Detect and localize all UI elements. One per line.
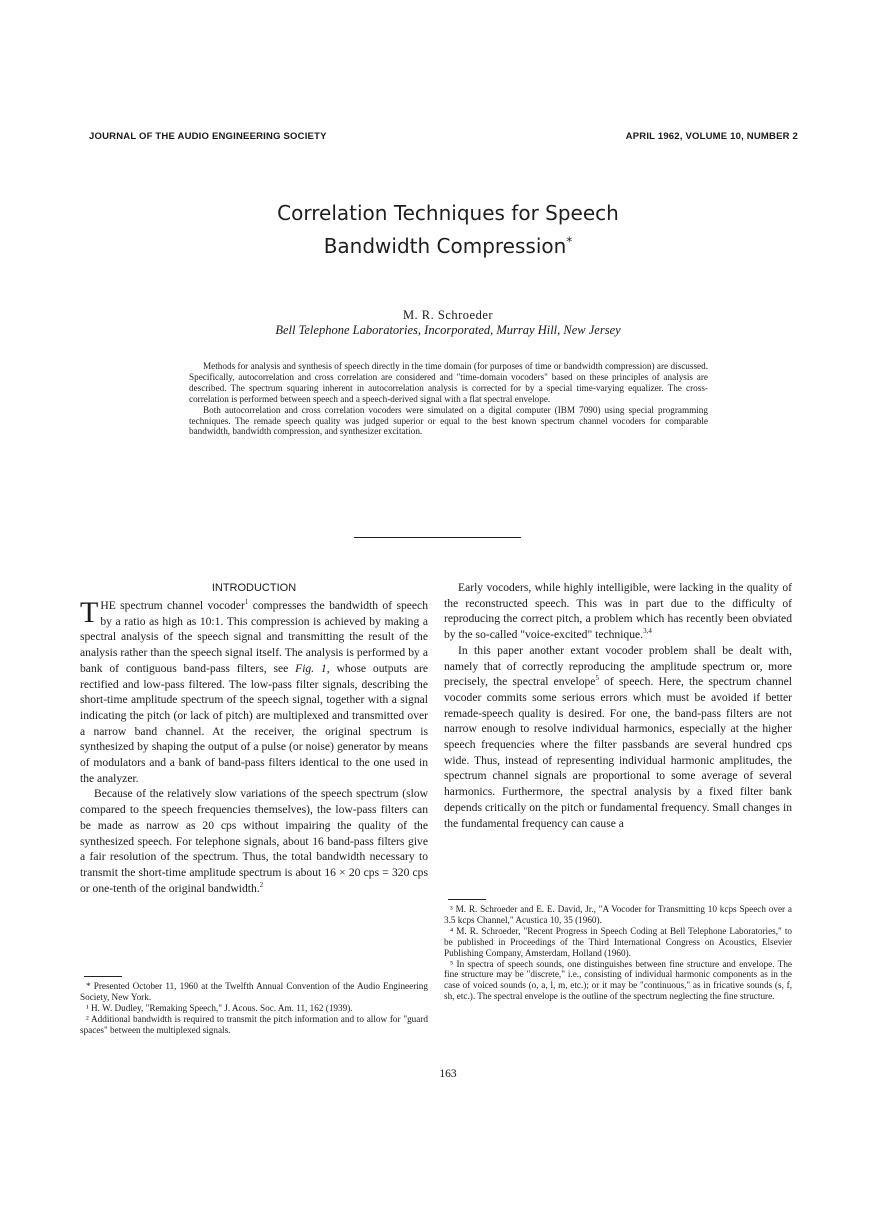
left-column <box>80 580 428 896</box>
footnotes-right <box>444 899 792 1002</box>
issue-running-head: APRIL 1962, VOLUME 10, NUMBER 2 <box>625 131 798 142</box>
title-footnote-mark: * <box>566 234 573 249</box>
reference-mark: 5 <box>595 674 599 683</box>
footnote: ³ M. R. Schroeder and E. E. David, Jr., "A Vocoder for Transmitting 10 kcps Speech over a 3.5 kcps Channel," Acustica 10, 35 (1960). <box>444 904 792 925</box>
footnotes-left <box>80 976 428 1036</box>
footnote: ² Additional bandwidth is required to transmit the pitch information and to allow for "guard spaces" between the multiplexed signals. <box>80 1013 428 1035</box>
text-run: Because of the relatively slow variations of the speech spectrum (slow compared to the speech frequencies themselves), the low-pass filters can be made as narrow as 20 cps without impairing the quality of the synthesized speech. For telephone signals, about 16 band-pass filters give a fair resolution of the spectrum. Thus, the total bandwidth necessary to transmit the short-time amplitude spectrum is about 16 × 20 cps = 320 cps or one-tenth of the original bandwidth. <box>80 787 428 895</box>
footnote: ¹ H. W. Dudley, "Remaking Speech," J. Acous. Soc. Am. 11, 162 (1939). <box>86 1002 353 1013</box>
author: M. R. Schroeder <box>402 308 494 322</box>
drop-cap: T <box>80 596 99 629</box>
reference-mark: 1 <box>244 598 249 607</box>
footnote-rule <box>448 899 486 900</box>
footnote: ⁴ M. R. Schroeder, "Recent Progress in Speech Coding at Bell Telephone Laboratories," to be published in Proceedings of the Third International Congress on Acoustics, Elsevier Publishing Company, Amsterdam, Holland (1960). <box>444 925 792 958</box>
intro-paragraph-1 <box>80 598 428 786</box>
journal-running-head: JOURNAL OF THE AUDIO ENGINEERING SOCIETY <box>89 131 327 142</box>
abstract-paragraph: Methods for analysis and synthesis of speech directly in the time domain (for purposes of time or bandwidth compression) are discussed. Specifically, autocorrelation and cross correlation are considered and "time-domain vocoders" based on these principles of analysis are described. The spectrum squaring inherent in autocorrelation analysis is corrected for by a special time-varying equalizer. The cross-correlation is performed between speech and a speech-derived signal with a flat spectral envelope. <box>189 361 708 404</box>
section-divider <box>354 537 521 538</box>
abstract <box>189 361 708 437</box>
paper-title-line-2-text: Bandwidth Compression <box>323 234 567 258</box>
text-run: compresses the bandwidth of speech by a ratio as high as 10:1. This compression is achieved by making a spectral analysis of the speech signal and transmitting the result of the analysis rather than the speech signal itself. The analysis is performed by a bank of contiguous band-pass filters, see <box>80 599 428 675</box>
page-number: 163 <box>439 1068 457 1080</box>
footnote: * Presented October 11, 1960 at the Twelfth Annual Convention of the Audio Engineering Society, New York. <box>80 981 428 1002</box>
affiliation: Bell Telephone Laboratories, Incorporated, Murray Hill, New Jersey <box>275 323 621 337</box>
reference-mark: 2 <box>259 880 264 889</box>
right-column <box>444 580 792 831</box>
right-paragraph-2 <box>444 643 792 831</box>
paper-title-line-2 <box>0 234 896 258</box>
footnote-rule <box>84 976 122 977</box>
text-run: Early vocoders, while highly intelligible, were lacking in the quality of the reconstructed speech. This was in part due to the difficulty of reproducing the correct pitch, a problem which has recently been obviated by the so-called "voice-excited" technique. <box>444 581 792 642</box>
abstract-paragraph: Both autocorrelation and cross correlation vocoders were simulated on a digital computer (IBM 7090) using special programming techniques. The remade speech quality was judged superior or equal to the best known spectrum channel vocoders for comparable bandwidth, bandwidth compression, and synthesizer excitation. <box>189 404 708 437</box>
text-run: of speech. Here, the spectrum channel vocoder commits some serious errors which must be avoided if better remade-speech quality is desired. For one, the band-pass filters are not narrow enough to resolve individual harmonics, especially at the higher speech frequencies where the filter passbands are several hundred cps wide. Thus, instead of representing individual harmonic amplitudes, the spectrum channel signals are proportional to some average of several harmonics. Furthermore, the spectral analysis by a fixed filter bank depends critically on the pitch or fundamental frequency. Small changes in the fundamental frequency can cause a <box>444 675 793 830</box>
figure-reference: Fig. 1 <box>295 661 327 675</box>
right-paragraph-1 <box>444 580 792 643</box>
text-run: , whose outputs are rectified and low-pass filtered. The low-pass filter signals, describing the short-time amplitude spectrum of the speech signal, together with a signal indicating the pitch (or lack of pitch) are multiplexed and transmitted over a narrow band channel. At the receiver, the original spectrum is synthesized by shaping the output of a pulse (or noise) generator by means of modulators and a bank of band-pass filters identical to the one used in the analyzer. <box>80 661 429 785</box>
paper-title-line-1: Correlation Techniques for Speech <box>277 201 619 225</box>
text-run: HE spectrum channel vocoder <box>100 599 245 612</box>
intro-paragraph-2 <box>80 786 428 896</box>
text-run: In this paper another extant vocoder problem shall be dealt with, namely that of correctly reproducing the amplitude spectrum or, more precisely, the spectral envelope <box>444 643 792 689</box>
footnote: ⁵ In spectra of speech sounds, one distinguishes between fine structure and envelope. The fine structure may be "discrete," i.e., consisting of individual harmonic components as in the case of voiced sounds (o, a, l, m, etc.); or it may be "continuous," as in fricative sounds (s, f, sh, etc.). The spectral envelope is the outline of the spectrum neglecting the fine structure. <box>444 958 792 1002</box>
reference-mark: 3,4 <box>643 627 652 636</box>
section-heading: INTRODUCTION <box>211 582 297 594</box>
